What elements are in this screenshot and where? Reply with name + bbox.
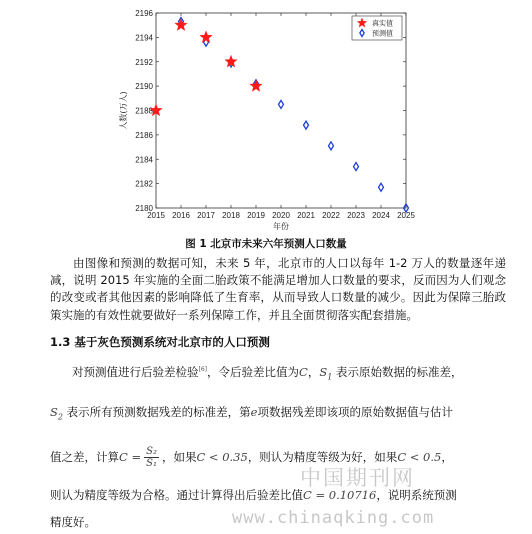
data-point-diamond bbox=[379, 183, 384, 191]
data-point-diamond bbox=[279, 100, 284, 108]
chart-figure bbox=[0, 0, 532, 236]
plot-frame bbox=[156, 13, 406, 208]
text-line-5: 精度好。 bbox=[50, 515, 96, 529]
x-tick-label: 2020 bbox=[272, 211, 290, 220]
fraction-denominator: S₁ bbox=[146, 458, 157, 469]
x-axis-title: 年份 bbox=[273, 222, 289, 231]
math-s1-subscript: 1 bbox=[327, 372, 333, 382]
text: 表示所有预测数据残差的标准差，第 bbox=[62, 405, 251, 419]
math-c-value: C = 0.10716 bbox=[303, 488, 377, 502]
math-s1-symbol: S bbox=[319, 365, 328, 379]
fraction-numerator: S₂ bbox=[146, 446, 157, 457]
x-tick-label: 2021 bbox=[297, 211, 315, 220]
x-tick-label: 2024 bbox=[372, 211, 390, 220]
data-point-diamond bbox=[329, 142, 334, 150]
math-c: C bbox=[299, 365, 308, 379]
text: ，则认为精度等级为好，如果 bbox=[247, 450, 398, 464]
text-line-4 bbox=[50, 487, 510, 503]
figure-caption: 图 1 北京市未来六年预测人口数量 bbox=[185, 238, 347, 250]
math-s2 bbox=[50, 405, 63, 422]
text-line-2 bbox=[50, 404, 510, 421]
math-c-equals: C = bbox=[119, 450, 142, 464]
legend-label: 真实值 bbox=[372, 19, 393, 28]
watermark-url: www.chinaqking.com bbox=[232, 508, 435, 528]
y-tick-label: 2194 bbox=[135, 33, 153, 43]
data-point-diamond bbox=[354, 163, 359, 171]
y-tick-label: 2196 bbox=[135, 9, 153, 18]
text-line-1 bbox=[72, 364, 532, 381]
section-heading: 1.3 基于灰色预测系统对北京市的人口预测 bbox=[50, 335, 270, 349]
y-tick-label: 2180 bbox=[135, 204, 153, 213]
math-condition-1: C < 0.35 bbox=[196, 450, 248, 464]
math-e: e bbox=[250, 405, 258, 419]
chart-plot bbox=[0, 0, 532, 236]
watermark-text: 中国期刊网 bbox=[300, 466, 415, 490]
x-tick-label: 2015 bbox=[147, 211, 165, 220]
y-tick-label: 2192 bbox=[135, 57, 153, 67]
x-tick-label: 2016 bbox=[172, 211, 190, 220]
math-s2-symbol: S bbox=[50, 405, 58, 419]
y-tick-label: 2182 bbox=[135, 179, 153, 189]
citation-ref: [6] bbox=[198, 366, 207, 374]
data-point-diamond bbox=[304, 121, 309, 129]
y-tick-label: 2186 bbox=[135, 130, 153, 140]
text: ， bbox=[441, 450, 453, 464]
data-point-star bbox=[175, 19, 187, 31]
x-tick-label: 2022 bbox=[322, 211, 340, 220]
math-s1 bbox=[319, 365, 333, 382]
math-s2-subscript: 2 bbox=[57, 412, 63, 422]
legend-label: 预测值 bbox=[372, 29, 393, 38]
text: 值之差，计算 bbox=[50, 450, 119, 464]
x-tick-label: 2018 bbox=[222, 211, 240, 220]
fraction-s2-over-s1 bbox=[144, 446, 159, 469]
x-tick-label: 2025 bbox=[397, 211, 415, 220]
text: ，说明系统预测 bbox=[376, 488, 457, 502]
text: 表示原始数据的标准差， bbox=[332, 365, 463, 379]
y-axis-title: 人数(万人) bbox=[119, 91, 128, 130]
text: ，如果 bbox=[161, 450, 197, 464]
y-tick-label: 2188 bbox=[135, 106, 153, 116]
data-point-star bbox=[200, 31, 212, 43]
text-line-3 bbox=[50, 446, 510, 469]
text: ， bbox=[307, 365, 320, 379]
text: 项数据残差即该项的原始数据值与估计 bbox=[257, 405, 453, 419]
text: 则认为精度等级为合格。通过计算得出后验差比值 bbox=[50, 488, 303, 502]
y-tick-label: 2190 bbox=[135, 82, 153, 92]
paragraph-analysis: 由图像和预测的数据可知，未来 5 年，北京市的人口以每年 1-2 万人的数量逐年递减，说明 2015 年实施的全面二胎政策不能满足增加人口数量的要求，反而因为人们观念的改变或者其他因素的影响降低了生育率，从而导致人口数量的减少。因此为保障三胎政策实施的有效性就要做好一系列保障工作，并且全面贯彻落实配套措施。 bbox=[50, 256, 506, 322]
text: ，令后验差比值为 bbox=[207, 365, 299, 379]
y-tick-label: 2184 bbox=[135, 155, 153, 165]
text: 对预测值进行后验差检验 bbox=[72, 365, 199, 379]
x-tick-label: 2017 bbox=[197, 211, 215, 220]
x-tick-label: 2019 bbox=[247, 211, 265, 220]
x-tick-label: 2023 bbox=[347, 211, 365, 220]
math-condition-2: C < 0.5 bbox=[397, 450, 442, 464]
data-point-star bbox=[225, 55, 237, 67]
data-point-star bbox=[250, 80, 262, 92]
